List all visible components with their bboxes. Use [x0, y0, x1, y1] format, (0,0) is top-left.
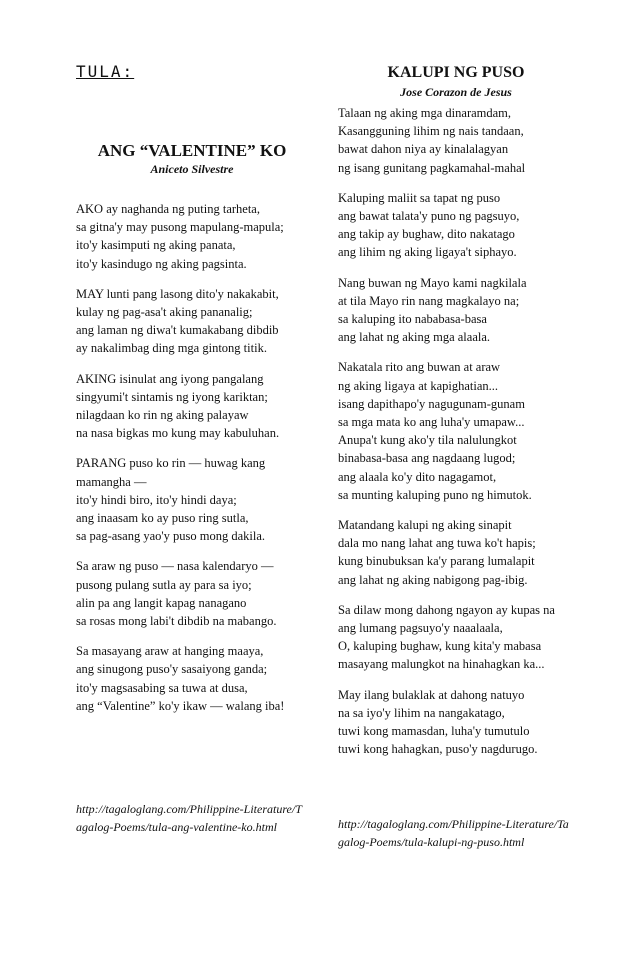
stanza — [76, 370, 308, 443]
poem-line: O, kaluping bughaw, kung kita'y mabasa — [338, 639, 542, 654]
poem-line: masayang malungkot na hinahagkan ka... — [338, 657, 545, 672]
poem-line: sa rosas mong labi't dibdib na mabango. — [76, 614, 277, 629]
poem-line: ito'y kasimputi ng aking panata, — [76, 238, 236, 253]
poem-line: Nang buwan ng Mayo kami nagkilala — [338, 275, 527, 290]
poem-line: Nakatala rito ang buwan at araw — [338, 360, 501, 375]
poem-line: ang bawat talata'y puno ng pagsuyo, — [338, 209, 520, 224]
poem-line: tuwi kong mamasdan, luha'y tumutulo — [338, 724, 530, 739]
poem-line: PARANG puso ko rin — huwag kang mamangha — — [76, 456, 266, 489]
poem-line: sa kaluping ito nababasa-basa — [338, 312, 487, 327]
poem-line: kung binubuksan ka'y parang lumalapit — [338, 554, 535, 569]
poem-line: nilagdaan ko rin ng aking palayaw — [76, 408, 249, 423]
stanza — [76, 200, 308, 273]
stanza — [338, 189, 574, 262]
poem-line: dala mo nang lahat ang tuwa ko't hapis; — [338, 536, 536, 551]
stanza — [338, 104, 574, 177]
poem-line: kulay ng pag-asa't aking pananalig; — [76, 305, 253, 320]
poem-line: ang lahat ng aking nabigong pag-ibig. — [338, 572, 528, 587]
poem-line: ang “Valentine” ko'y ikaw — walang iba! — [76, 698, 285, 713]
poem-line: Sa dilaw mong dahong ngayon ay kupas na — [338, 602, 555, 617]
poem-line: Kaluping maliit sa tapat ng puso — [338, 190, 501, 205]
poem-line: AKO ay naghanda ng puting tarheta, — [76, 202, 260, 216]
poem-line: Talaan ng aking mga dinaramdam, — [338, 106, 512, 120]
stanza — [338, 358, 574, 504]
stanza — [338, 516, 574, 589]
poem-body-valentine — [76, 200, 308, 727]
poem-line: ang laman ng diwa't kumakabang dibdib — [76, 323, 279, 338]
poem-line: ang takip ay bughaw, dito nakatago — [338, 227, 515, 242]
poem-line: Anupa't kung ako'y tila nalulungkot — [338, 433, 517, 448]
poem-line: MAY lunti pang lasong dito'y nakakabit, — [76, 286, 279, 301]
poem-line: bawat dahon niya ay kinalalagyan — [338, 142, 509, 157]
poem-line: ang lihim ng aking ligaya't siphayo. — [338, 245, 517, 260]
poem-author-silvestre: Aniceto Silvestre — [150, 162, 234, 176]
poem-line: sa munting kaluping puno ng himutok. — [338, 487, 532, 502]
poem-line: ito'y magsasabing sa tuwa at dusa, — [76, 680, 248, 695]
poem-line: at tila Mayo rin nang magkalayo na; — [338, 293, 520, 308]
poem-line: ay nakalimbag ding mga gintong titik. — [76, 341, 267, 356]
poem-line: alin pa ang langit kapag nanagano — [76, 595, 247, 610]
source-link-kalupi[interactable]: http://tagaloglang.com/Philippine-Literature/Tagalog-Poems/tula-kalupi-ng-puso.html — [338, 817, 569, 849]
stanza — [76, 557, 308, 630]
poem-line: Kasangguning lihim ng nais tandaan, — [338, 124, 524, 139]
poem-line: ang alaala ko'y dito nagagamot, — [338, 469, 497, 484]
stanza — [76, 285, 308, 358]
poem-line: ito'y hindi biro, ito'y hindi daya; — [76, 492, 237, 507]
stanza — [338, 686, 574, 759]
poem-line: Matandang kalupi ng aking sinapit — [338, 518, 512, 533]
poem-line: ito'y kasindugo ng aking pagsinta. — [76, 256, 247, 271]
poem-line: ang lumang pagsuyo'y naaalaala, — [338, 621, 503, 636]
source-link-valentine[interactable]: http://tagaloglang.com/Philippine-Literature/Tagalog-Poems/tula-ang-valentine-ko.html — [76, 802, 302, 834]
poem-line: singyumi't sintamis ng iyong kariktan; — [76, 389, 268, 404]
poem-line: ng isang gunitang pagkamahal-mahal — [338, 160, 526, 175]
poem-line: binabasa-basa ang nagdaang lugod; — [338, 451, 516, 466]
poem-line: sa gitna'y may pusong mapulang-mapula; — [76, 220, 284, 235]
poem-line: sa mga mata ko ang luha'y umapaw... — [338, 415, 525, 430]
stanza — [338, 274, 574, 347]
tula-label: TULA: — [76, 62, 135, 81]
poem-line: ang inaasam ko ay puso ring sutla, — [76, 511, 249, 526]
poem-line: ang sinugong puso'y sasaiyong ganda; — [76, 662, 268, 677]
poem-line: isang dapithapo'y nagugunam-gunam — [338, 396, 525, 411]
poem-line: ng aking ligaya at kapighatian... — [338, 378, 499, 393]
stanza — [338, 601, 574, 674]
poem-author-de-jesus: Jose Corazon de Jesus — [400, 85, 512, 99]
poem-line: Sa araw ng puso — nasa kalendaryo — — [76, 559, 274, 574]
poem-line: sa pag-asang yao'y puso mong dakila. — [76, 529, 266, 544]
poem-title-valentine: ANG “VALENTINE” KO — [97, 141, 287, 160]
poem-line: AKING isinulat ang iyong pangalang — [76, 371, 264, 386]
stanza — [76, 642, 308, 715]
poem-body-kalupi — [338, 104, 574, 771]
poem-line: ang lahat ng aking mga alaala. — [338, 330, 491, 345]
poem-line: tuwi kong hahagkan, puso'y nagdurugo. — [338, 742, 538, 757]
stanza — [76, 454, 308, 545]
poem-line: Sa masayang araw at hanging maaya, — [76, 644, 264, 659]
poem-title-kalupi: KALUPI NG PUSO — [387, 64, 525, 81]
poem-line: pusong pulang sutla ay para sa iyo; — [76, 577, 252, 592]
poem-line: May ilang bulaklak at dahong natuyo — [338, 687, 525, 702]
poem-line: na sa iyo'y lihim na nangakatago, — [338, 705, 505, 720]
poem-line: na nasa bigkas mo kung may kabuluhan. — [76, 426, 280, 441]
